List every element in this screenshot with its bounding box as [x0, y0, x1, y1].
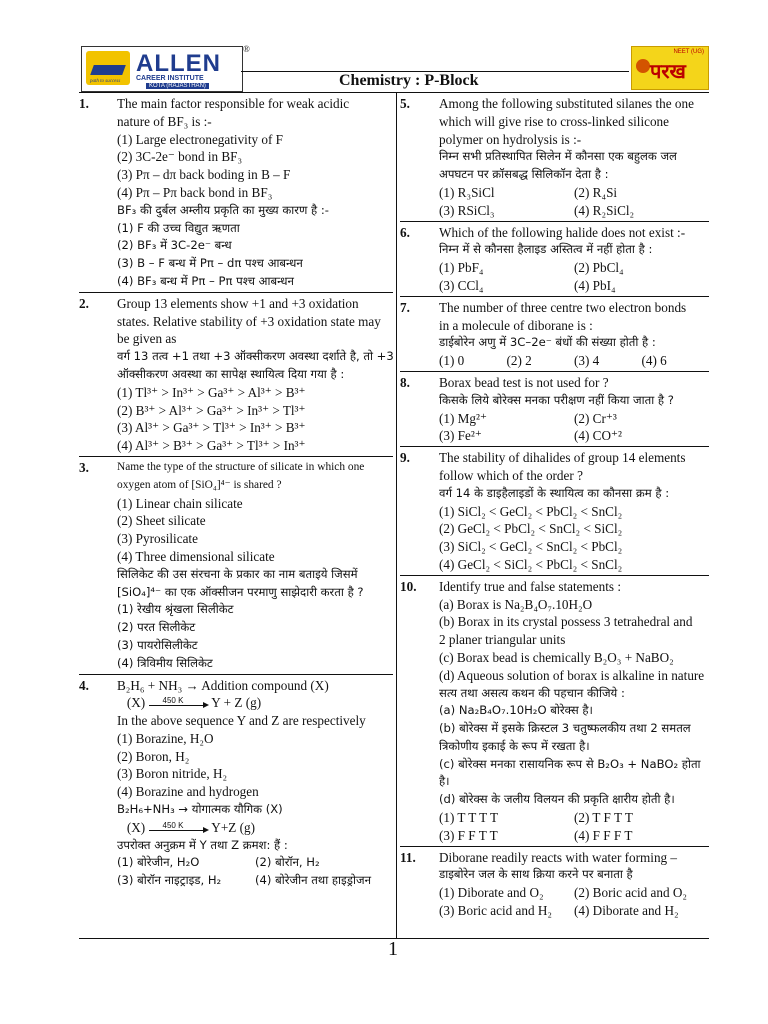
question-line: (3) Pπ – dπ back boding in B – F [117, 167, 291, 183]
badge-exam: NEET (UG) [673, 49, 704, 55]
question-line: Identify true and false statements : [439, 578, 621, 594]
question-block [400, 374, 709, 447]
question-line: Which of the following halide does not exist :- [439, 224, 686, 240]
question-line: (2) Sheet silicate [117, 513, 206, 529]
question-line: (4) Al³⁺ > B³⁺ > Ga³⁺ > Tl³⁺ > In³⁺ [117, 438, 306, 454]
question-line: (b) Borax in its crystal possess 3 tetrahedral and [439, 614, 693, 630]
question-line: (1) Tl³⁺ > In³⁺ > Ga³⁺ > Al³⁺ > B³⁺ [117, 384, 306, 400]
graduation-icon [636, 59, 650, 73]
question-line: (c) Borax bead is chemically B₂O₃ + NaBO₂ [439, 649, 674, 665]
question-line: Among the following substituted silanes the one [439, 96, 694, 111]
right-column [400, 95, 709, 920]
question-line: Diborane readily reacts with water forming – [439, 849, 678, 865]
question-block [79, 459, 393, 675]
option-row [439, 184, 709, 202]
question-block [79, 295, 393, 457]
question-line: (1) Linear chain silicate [117, 495, 243, 511]
question-line: states. Relative stability of +3 oxidation state may [117, 313, 381, 329]
registered-mark: ® [243, 44, 250, 54]
question-line: सत्य तथा असत्य कथन की पहचान कीजिये : [439, 685, 625, 700]
option-text: (2) Cr⁺³ [574, 410, 617, 426]
question-line: (4) Borazine and hydrogen [117, 784, 259, 800]
question-line: वर्ग 14 के डाइहैलाइडों के स्थायित्व का कौनसा क्रम है : [439, 485, 670, 500]
question-line: oxygen atom of [SiO₄]⁴⁻ is shared ? [117, 478, 282, 491]
question-line: (2) परत सिलीकेट [117, 620, 196, 635]
question-body [439, 95, 709, 220]
question-line: (1) SiCl₂ < GeCl₂ < PbCl₂ < SnCl₂ [439, 503, 623, 519]
reaction-arrow-icon [149, 820, 209, 834]
logo-tagline: path to success [90, 79, 121, 84]
option-text: (4) CO⁺² [574, 428, 622, 444]
question-line: त्रिकोणीय इकाई के रूप में रखता है। [439, 738, 590, 753]
question-line: अपघटन पर क्रॉसबद्ध सिलिकॉन देता है : [439, 167, 609, 182]
question-line: (2) B³⁺ > Al³⁺ > Ga³⁺ > In³⁺ > Tl³⁺ [117, 402, 306, 418]
option-text: (2) PbCl₄ [574, 260, 624, 276]
option-text: (2) Boric acid and O₂ [574, 885, 687, 901]
question-line: Group 13 elements show +1 and +3 oxidation [117, 295, 359, 311]
question-line: (2) GeCl₂ < PbCl₂ < SnCl₂ < SiCl₂ [439, 521, 623, 537]
question-block [400, 578, 709, 847]
products: Y + Z (g) [208, 695, 262, 711]
option-text: (1) R₃SiCl [439, 184, 495, 200]
sheet-header [79, 44, 709, 92]
option-row [439, 809, 709, 827]
question-line: (1) Large electronegativity of F [117, 131, 284, 147]
question-line: The main factor responsible for weak acidic [117, 96, 350, 111]
question-number: 2. [79, 295, 89, 311]
question-number: 10. [400, 578, 417, 594]
question-line: polymer on hydrolysis is :- [439, 131, 582, 147]
option-row [439, 352, 709, 370]
question-line: B₂H₆+NH₃ → योगात्मक यौगिक (X) [117, 802, 283, 817]
question-body [117, 95, 393, 291]
question-body [117, 295, 393, 455]
question-line: (3) B – F बन्ध में Pπ – dπ पश्च आबन्धन [117, 256, 303, 271]
option-row [439, 202, 709, 220]
option-text: (4) 6 [641, 353, 667, 369]
option-row [439, 902, 709, 920]
question-line: (3) SiCl₂ < GeCl₂ < SnCl₂ < PbCl₂ [439, 539, 623, 555]
option-text: (1) Diborate and O₂ [439, 885, 544, 901]
question-number: 6. [400, 224, 410, 240]
question-line: (d) Aqueous solution of borax is alkaline in nature [439, 667, 705, 683]
question-number: 1. [79, 96, 89, 111]
question-number: 7. [400, 299, 410, 315]
option-text: (4) बोरेजीन तथा हाइड्रोजन [255, 873, 371, 888]
question-line: है। [439, 774, 450, 789]
option-text: (2) 2 [506, 353, 532, 369]
reaction-line [117, 819, 393, 837]
question-line: निम्न सभी प्रतिस्थापित सिलेन में कौनसा एक बहुलक जल [439, 149, 677, 164]
question-number: 8. [400, 374, 410, 390]
question-line: (4) Three dimensional silicate [117, 548, 275, 564]
page-number: 1 [388, 938, 398, 960]
reactant: (X) [117, 819, 149, 835]
question-line: (2) Boron, H₂ [117, 748, 190, 764]
page-title: Chemistry : P-Block [339, 72, 479, 89]
question-sheet [79, 44, 709, 940]
question-block [79, 95, 393, 293]
question-line: डाईबोरेन अणु में 3C–2e⁻ बंधों की संख्या होती है : [439, 335, 656, 350]
question-line: 2 planer triangular units [439, 632, 566, 648]
question-block [79, 677, 393, 891]
question-line: (4) त्रिविमीय सिलिकेट [117, 655, 213, 670]
option-text: (1) 0 [439, 353, 465, 369]
option-text: (4) R₂SiCl₂ [574, 202, 635, 218]
option-text: (4) F F F T [574, 827, 633, 843]
question-line: (d) बोरेक्स के जलीय विलयन की प्रकृति क्षारीय होती है। [439, 792, 675, 807]
question-number: 9. [400, 450, 410, 466]
question-block [400, 849, 709, 920]
question-number: 3. [79, 459, 89, 475]
question-line: (4) BF₃ बन्ध में Pπ – Pπ पश्च आबन्धन [117, 273, 294, 288]
question-block [400, 224, 709, 297]
question-line: निम्न में से कौनसा हैलाइड अस्तित्व में नहीं होता है : [439, 242, 653, 257]
question-line: किसके लिये बोरेक्स मनका परीक्षण नहीं किया जाता है ? [439, 392, 674, 407]
question-body [439, 449, 709, 574]
question-line: B₂H₆ + NH₃ → Addition compound (X) [117, 677, 329, 693]
option-row [439, 427, 709, 445]
option-text: (4) PbI₄ [574, 277, 616, 293]
option-text: (3) CCl₄ [439, 277, 484, 293]
option-row [439, 884, 709, 902]
question-line: सिलिकेट की उस संरचना के प्रकार का नाम बताइये जिसमें [117, 566, 358, 581]
reaction-condition: 450 K [162, 696, 184, 706]
question-line: (3) Boron nitride, H₂ [117, 766, 228, 782]
reaction-condition: 450 K [162, 820, 184, 830]
products: Y+Z (g) [208, 819, 255, 835]
question-line: (2) BF₃ में 3C-2e⁻ बन्ध [117, 238, 232, 253]
question-body [439, 849, 709, 920]
option-row [117, 872, 393, 890]
column-divider [396, 92, 397, 938]
question-number: 4. [79, 677, 89, 693]
option-row [439, 277, 709, 295]
question-line: (1) F की उच्च विद्युत ऋणता [117, 220, 240, 235]
header-rule [79, 92, 709, 93]
question-line: [SiO₄]⁴⁻ का एक ऑक्सीजन परमाणु साझेदारी करता है ? [117, 584, 364, 599]
question-line: Name the type of the structure of silicate in which one [117, 460, 365, 473]
question-line: (a) Na₂B₄O₇.10H₂O बोरेक्स है। [439, 703, 593, 718]
option-text: (1) T T T T [439, 810, 499, 826]
question-body [439, 578, 709, 845]
question-body [439, 374, 709, 445]
neet-parakh-badge [631, 46, 709, 90]
reaction-arrow-icon [149, 696, 209, 709]
logo-name: ALLEN [136, 50, 221, 77]
question-body [439, 224, 709, 295]
option-text: (3) बोरॉन नाइट्राइड, H₂ [117, 873, 222, 888]
question-line: nature of BF₃ is :- [117, 113, 212, 129]
option-text: (1) Mg²⁺ [439, 410, 487, 426]
question-block [400, 299, 709, 372]
question-line: (1) Borazine, H₂O [117, 730, 214, 746]
option-text: (3) Boric acid and H₂ [439, 903, 552, 919]
question-body [117, 677, 393, 891]
question-line: BF₃ की दुर्बल अम्लीय प्रकृति का मुख्य कारण है :- [117, 202, 329, 217]
reaction-line [117, 694, 393, 712]
question-number: 5. [400, 96, 410, 111]
question-line: (1) रेखीय श्रृंखला सिलीकेट [117, 602, 234, 617]
option-text: (3) 4 [574, 353, 600, 369]
option-row [439, 410, 709, 428]
option-text: (2) बोरॉन, H₂ [255, 855, 320, 870]
logo-location: KOTA (RAJASTHAN) [146, 83, 209, 89]
allen-logo [81, 46, 243, 92]
option-text: (3) RSiCl₃ [439, 202, 495, 218]
question-line: Borax bead test is not used for ? [439, 374, 609, 390]
logo-subtitle: CAREER INSTITUTE [136, 75, 204, 82]
option-text: (3) F F T T [439, 827, 498, 843]
question-line: (c) बोरेक्स मनका रासायनिक रूप से B₂O₃ + NaBO₂ होता [439, 756, 701, 771]
option-row [439, 259, 709, 277]
option-text: (4) Diborate and H₂ [574, 903, 679, 919]
question-line: In the above sequence Y and Z are respectively [117, 713, 366, 729]
question-line: (2) 3C-2e⁻ bond in BF₃ [117, 149, 243, 165]
question-line: (3) Al³⁺ > Ga³⁺ > Tl³⁺ > In³⁺ > B³⁺ [117, 420, 306, 436]
question-line: (3) Pyrosilicate [117, 531, 198, 547]
reactant: (X) [117, 695, 149, 711]
question-line: (4) GeCl₂ < SiCl₂ < PbCl₂ < SnCl₂ [439, 556, 623, 572]
option-text: (1) बोरेजीन, H₂O [117, 855, 200, 870]
question-line: डाइबोरेन जल के साथ क्रिया करने पर बनाता है [439, 867, 633, 882]
option-row [439, 827, 709, 845]
question-line: The number of three centre two electron bonds [439, 299, 687, 315]
option-text: (2) R₄Si [574, 184, 618, 200]
question-block [400, 95, 709, 222]
question-line: follow which of the order ? [439, 467, 583, 483]
question-line: in a molecule of diborane is : [439, 317, 593, 333]
question-body [117, 459, 393, 673]
badge-title: परख [650, 61, 686, 83]
option-text: (1) PbF₄ [439, 260, 484, 276]
question-line: (b) बोरेक्स में इसके क्रिस्टल 3 चतुष्फलकीय तथा 2 समतल [439, 721, 691, 736]
question-line: ऑक्सीकरण अवस्था का सापेक्ष स्थायित्व दिया गया है : [117, 366, 345, 381]
question-line: उपरोक्त अनुक्रम में Y तथा Z क्रमश: हैं : [117, 837, 288, 852]
question-line: (3) पायरोसिलीकेट [117, 637, 198, 652]
question-line: (4) Pπ – Pπ back bond in BF₃ [117, 184, 273, 200]
option-row [117, 854, 393, 872]
question-line: The stability of dihalides of group 14 elements [439, 450, 686, 466]
question-block [400, 449, 709, 576]
option-text: (2) T F T T [574, 810, 633, 826]
option-text: (3) Fe²⁺ [439, 428, 482, 444]
road-logo-icon [86, 51, 130, 85]
question-number: 11. [400, 849, 416, 865]
question-line: which will give rise to cross-linked silicone [439, 113, 670, 129]
left-column [79, 95, 393, 890]
question-body [439, 299, 709, 370]
question-line: वर्ग 13 तत्व +1 तथा +3 ऑक्सीकरण अवस्था दर्शाते है, तो +3 [117, 349, 394, 364]
question-line: (a) Borax is Na₂B₄O₇.10H₂O [439, 596, 593, 612]
question-line: be given as [117, 331, 177, 347]
